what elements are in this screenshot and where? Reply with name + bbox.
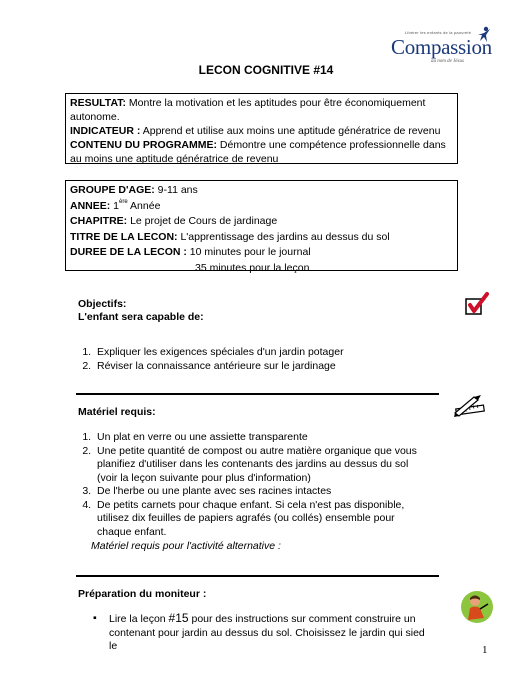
chapitre-label: CHAPITRE: xyxy=(70,215,128,228)
resultat-line xyxy=(70,96,453,124)
preparation-bullet: ▪ xyxy=(93,612,97,624)
objectifs-list xyxy=(62,346,392,373)
pencil-ruler-icon xyxy=(452,393,488,419)
titre-line xyxy=(70,230,453,246)
materiel-list xyxy=(62,431,422,539)
list-item: 2. Une petite quantité de compost ou autre matière organique que vous planifiez d'utiliser dans les contenants des jardins au dessus du sol (voir la leçon suivante pour plus d'information) xyxy=(94,445,422,486)
preparation-text xyxy=(109,612,429,654)
preparation-text-pre: Lire la leçon xyxy=(109,613,169,625)
duree-label: DUREE DE LA LECON : xyxy=(70,246,187,259)
contenu-line xyxy=(70,138,453,166)
duree-text-2: 35 minutes pour la leçon xyxy=(195,261,310,274)
contenu-label: CONTENU DU PROGRAMME: xyxy=(70,139,217,151)
logo-subtitle: au nom de Jésus xyxy=(431,59,464,64)
annee-sup: ère xyxy=(119,198,128,205)
checkbox-check-icon xyxy=(464,291,490,317)
list-item: 1. Expliquer les exigences spéciales d'un jardin potager xyxy=(94,346,392,360)
preparation-text-post: pour des instructions sur comment construire un contenant pour jardin au dessus du sol. Choisissez le jardin qui sied le xyxy=(109,613,425,652)
list-item: 4. De petits carnets pour chaque enfant. Si cela n'est pas disponible, utilisez dix feuilles de papiers agrafés (ou collés) ensemble pour chaque enfant. xyxy=(94,499,422,540)
materiel-title: Matériel requis: xyxy=(78,406,156,418)
indicateur-text: Apprend et utilise aux moins une aptitude génératrice de revenu xyxy=(140,125,441,137)
logo-wordmark: Compassion xyxy=(391,35,492,59)
objectifs-list-wrap xyxy=(62,346,392,373)
list-item: 1. Un plat en verre ou une assiette transparente xyxy=(94,431,422,445)
list-item: 3. De l'herbe ou une plante avec ses racines intactes xyxy=(94,485,422,499)
chapitre-text: Le projet de Cours de jardinage xyxy=(127,215,278,228)
chapitre-line xyxy=(70,214,453,230)
materiel-alt: Matériel requis pour l'activité alternative : xyxy=(91,540,281,552)
divider xyxy=(76,575,439,577)
contenu-text: Démontre une compétence professionnelle dans au moins une aptitude génératrice de revenu xyxy=(70,139,446,165)
titre-text: L'apprentissage des jardins au dessus du sol xyxy=(177,230,390,243)
groupe-label: GROUPE D'AGE: xyxy=(70,184,155,196)
groupe-line xyxy=(70,183,453,199)
preparation-lesson-number: #15 xyxy=(168,611,189,625)
resultat-label: RESULTAT: xyxy=(70,97,126,109)
annee-text: Année xyxy=(127,199,161,212)
lesson-info-box xyxy=(65,180,458,274)
annee-line xyxy=(70,199,453,215)
outcome-box xyxy=(65,93,458,164)
resultat-text: Montre la motivation et les aptitudes pour être économiquement autonome. xyxy=(70,97,426,123)
objectifs-subtitle: L'enfant sera capable de: xyxy=(78,311,204,323)
duree-line-2 xyxy=(70,261,453,277)
titre-label: TITRE DE LA LECON: xyxy=(70,230,178,243)
duree-line xyxy=(70,245,453,261)
indicateur-label: INDICATEUR : xyxy=(70,125,141,137)
objectifs-title: Objectifs: xyxy=(78,298,127,310)
page-number: 1 xyxy=(482,644,488,656)
groupe-text: 9-11 ans xyxy=(154,184,198,196)
annee-label: ANNEE: xyxy=(70,199,111,212)
duree-text-1: 10 minutes pour le journal xyxy=(186,246,311,259)
logo-tagline: Libérer les enfants de la pauvreté xyxy=(405,30,472,35)
divider xyxy=(76,393,439,395)
preparation-title: Préparation du moniteur : xyxy=(78,588,207,600)
page-title: LECON COGNITIVE #14 xyxy=(198,63,334,77)
list-item: 2. Réviser la connaissance antérieure sur le jardinage xyxy=(94,360,392,374)
annee-num: 1 xyxy=(110,199,120,212)
materiel-list-wrap xyxy=(62,431,422,539)
indicateur-line xyxy=(70,124,453,138)
teacher-figure-icon xyxy=(460,590,494,624)
